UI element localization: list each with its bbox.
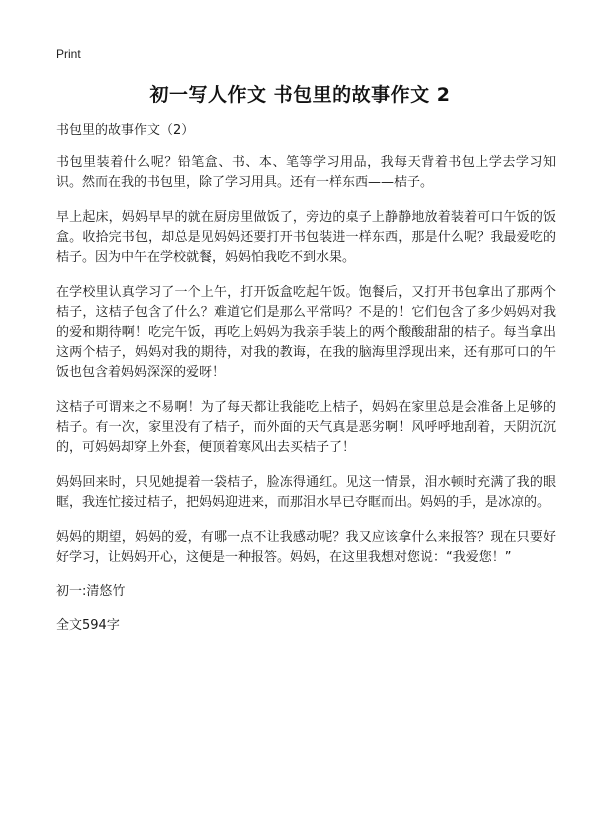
paragraph-2: 早上起床，妈妈早早的就在厨房里做饭了，旁边的桌子上静静地放着装着可口午饭的饭盒。收拾完书包，却总是见妈妈还要打开书包装进一样东西，那是什么呢？我最爱吃的桔子。因为中午在学校就餐，妈妈怕我吃不到水果。 [56,210,556,265]
paragraph-3: 在学校里认真学习了一个上午，打开饭盒吃起午饭。饱餐后，又打开书包拿出了那两个桔子，这桔子包含了什么？难道它们是那么平常吗？不是的！它们包含了多少妈妈对我的爱和期待啊！吃完午饭，再吃上妈妈为我亲手装上的两个酸酸甜甜的桔子。每当拿出这两个桔子，妈妈对我的期待，对我的教诲，在我的脑海里浮现出来，还有那可口的午饭也包含着妈妈深深的爱呀！ [56,285,556,380]
page-title: 初一写人作文 书包里的故事作文 2 [149,84,451,106]
paragraph-6: 妈妈的期望，妈妈的爱，有哪一点不让我感动呢？我又应该拿什么来报答？现在只要好好学习，让妈妈开心，这便是一种报答。妈妈，在这里我想对您说：“我爱您！” [56,530,556,565]
paragraph-4: 这桔子可谓来之不易啊！为了每天都让我能吃上桔子，妈妈在家里总是会准备上足够的桔子。有一次，家里没有了桔子，而外面的天气真是恶劣啊！风呼呼地刮着，天阴沉沉的，可妈妈却穿上外套，便顶着寒风出去买桔子了！ [56,400,556,455]
paragraph-1: 书包里装着什么呢？铅笔盒、书、本、笔等学习用品，我每天背着书包上学去学习知识。然而在我的书包里，除了学习用具。还有一样东西——桔子。 [56,155,556,190]
print-label[interactable]: Print [56,47,81,61]
author-line: 初一:清悠竹 [56,584,126,599]
article-subtitle: 书包里的故事作文（2） [56,123,195,138]
paragraph-5: 妈妈回来时，只见她提着一袋桔子，脸冻得通红。见这一情景，泪水顿时充满了我的眼眶，我连忙接过桔子，把妈妈迎进来，而那泪水早已夺眶而出。妈妈的手，是冰凉的。 [56,475,556,510]
article-body [56,122,556,635]
word-count: 全文594字 [56,618,120,633]
